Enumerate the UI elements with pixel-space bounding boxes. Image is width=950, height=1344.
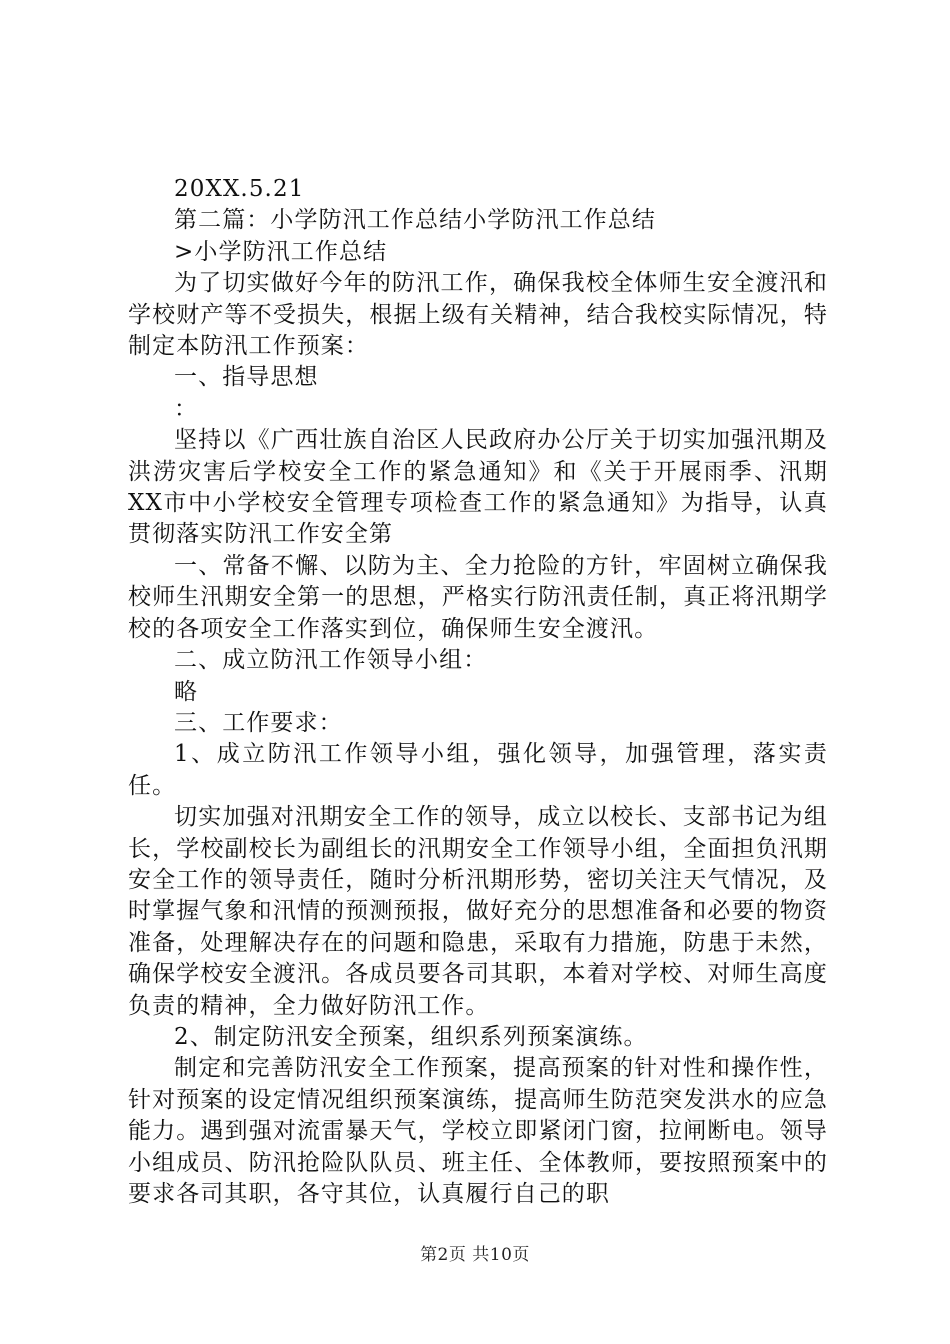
paragraph-intro: 为了切实做好今年的防汛工作，确保我校全体师生安全渡汛和学校财产等不受损失，根据上级有关精神，结合我校实际情况，特制定本防汛工作预案：: [128, 270, 828, 360]
paragraph-leadership: 切实加强对汛期安全工作的领导，成立以校长、支部书记为组长，学校副校长为副组长的汛期安全工作领导小组，全面担负汛期安全工作的领导责任，随时分析汛期形势，密切关注天气情况，及时掌握气象和汛情的预测预报，做好充分的思想准备和必要的物资准备，处理解决存在的问题和隐患，采取有力措施，防患于未然，确保学校安全渡汛。各成员要各司其职，本着对学校、对师生高度负责的精神，全力做好防汛工作。: [128, 804, 828, 1019]
item-1: 1、成立防汛工作领导小组，强化领导，加强管理，落实责任。: [128, 741, 828, 799]
paragraph-drills: 制定和完善防汛安全工作预案，提高预案的针对性和操作性，针对预案的设定情况组织预案演练，提高师生防范突发洪水的应急能力。遇到强对流雷暴天气，学校立即紧闭门窗，拉闸断电。领导小组成员、防汛抢险队队员、班主任、全体教师，要按照预案中的要求各司其职，各守其位，认真履行自己的职: [128, 1055, 828, 1207]
date-line: 20XX.5.21: [174, 176, 305, 202]
paragraph-guidance: 坚持以《广西壮族自治区人民政府办公厅关于切实加强汛期及洪涝灾害后学校安全工作的紧急通知》和《关于开展雨季、汛期XX市中小学校安全管理专项检查工作的紧急通知》为指导，认真贯彻落实防汛工作安全第: [128, 427, 828, 548]
heading-leadership-group: 二、成立防汛工作领导小组：: [174, 647, 488, 674]
colon-line: ：: [174, 395, 199, 422]
subtitle: >小学防汛工作总结: [174, 238, 388, 265]
section-title: 第二篇：小学防汛工作总结小学防汛工作总结: [174, 207, 656, 234]
item-2: 2、制定防汛安全预案，组织系列预案演练。: [174, 1023, 648, 1050]
page-number: 第2页 共10页: [420, 1245, 530, 1265]
heading-guiding-idea: 一、指导思想: [174, 364, 319, 391]
paragraph-policy: 一、常备不懈、以防为主、全力抢险的方针，牢固树立确保我校师生汛期安全第一的思想，严格实行防汛责任制，真正将汛期学校的各项安全工作落实到位，确保师生安全渡汛。: [128, 552, 828, 642]
heading-requirements: 三、工作要求：: [174, 709, 343, 736]
omitted-line: 略: [174, 678, 199, 705]
document-body: [128, 174, 828, 1210]
